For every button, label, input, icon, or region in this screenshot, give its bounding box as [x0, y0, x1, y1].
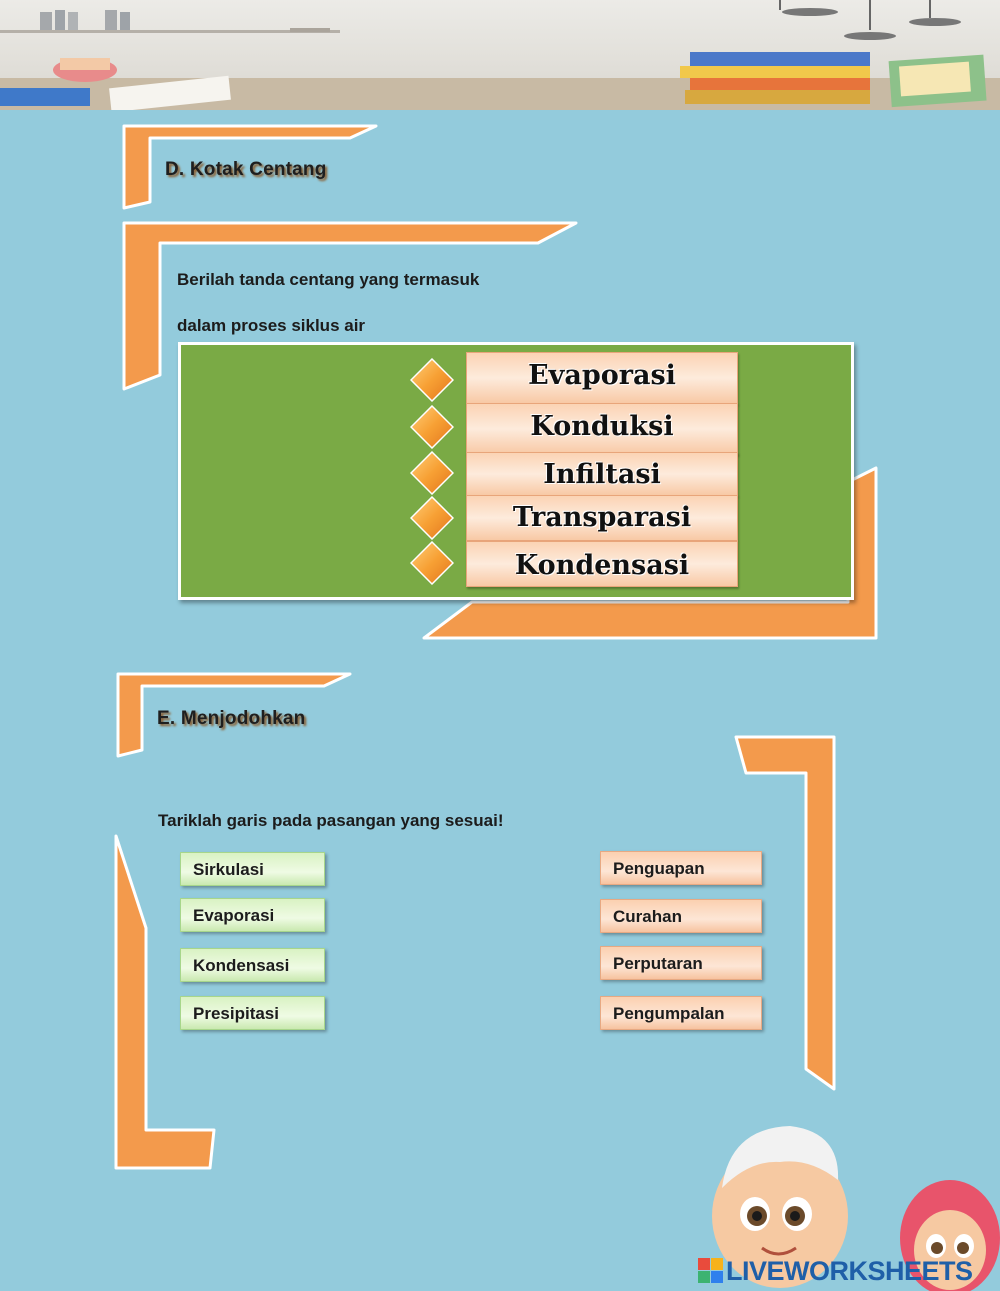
liveworksheets-logo-icon — [698, 1258, 724, 1284]
match-left-item[interactable]: Kondensasi — [180, 948, 325, 982]
section-d-instruction-line2: dalam proses siklus air — [177, 316, 366, 335]
checkbox-diamond-icon[interactable] — [410, 358, 454, 402]
checkbox-diamond-icon[interactable] — [410, 451, 454, 495]
option-kondensasi: Kondensasi — [466, 541, 738, 587]
option-infiltasi: Infiltasi — [466, 452, 738, 496]
match-right-item[interactable]: Penguapan — [600, 851, 762, 885]
match-left-item[interactable]: Sirkulasi — [180, 852, 325, 886]
liveworksheets-watermark: LIVEWORKSHEETS — [726, 1256, 973, 1286]
option-konduksi: Konduksi — [466, 403, 738, 455]
section-d-title: D. Kotak Centang — [165, 159, 327, 180]
match-right-item[interactable]: Perputaran — [600, 946, 762, 980]
checkbox-diamond-icon[interactable] — [410, 405, 454, 449]
section-e-title: E. Menjodohkan — [157, 708, 306, 729]
match-right-item[interactable]: Pengumpalan — [600, 996, 762, 1030]
match-right-item[interactable]: Curahan — [600, 899, 762, 933]
section-d-instruction-line1: Berilah tanda centang yang termasuk — [177, 270, 480, 289]
checkbox-diamond-icon[interactable] — [410, 496, 454, 540]
match-left-item[interactable]: Evaporasi — [180, 898, 325, 932]
option-evaporasi: Evaporasi — [466, 352, 738, 404]
desk-illustration — [0, 0, 1000, 110]
checkbox-diamond-icon[interactable] — [410, 541, 454, 585]
match-left-item[interactable]: Presipitasi — [180, 996, 325, 1030]
section-e-instruction: Tariklah garis pada pasangan yang sesuai! — [158, 811, 504, 830]
option-transparasi: Transparasi — [466, 495, 738, 541]
header-banner — [0, 0, 1000, 110]
